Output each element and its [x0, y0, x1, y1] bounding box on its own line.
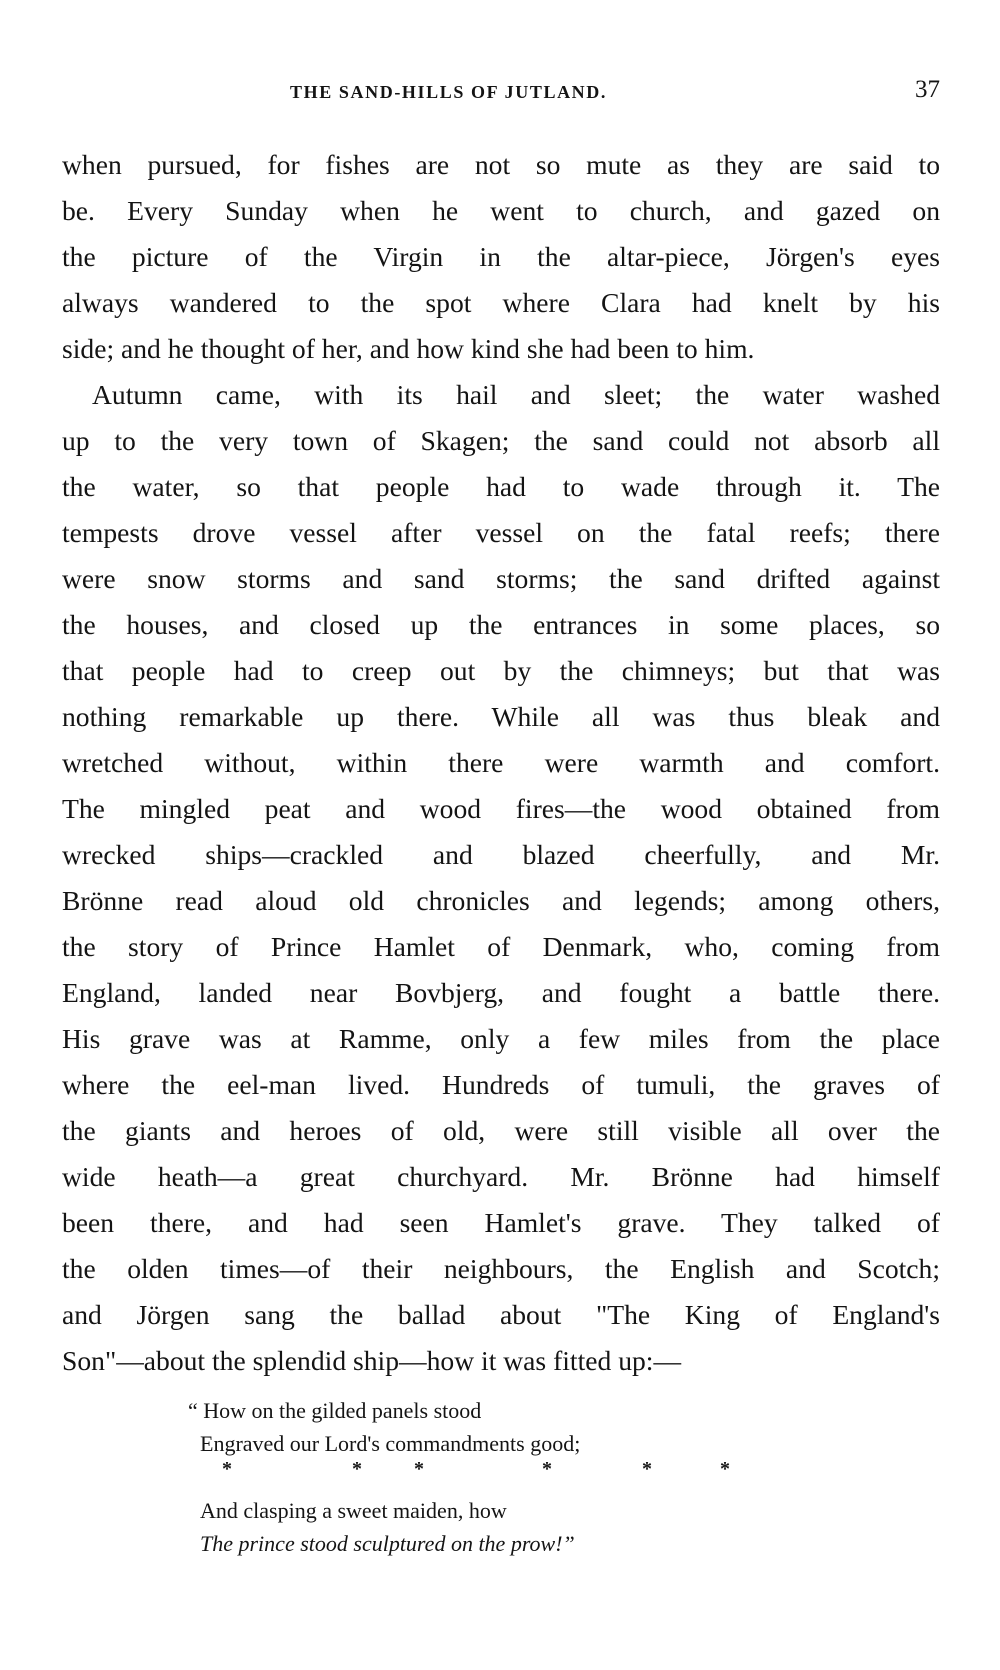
page-number: 37 — [915, 76, 940, 103]
asterisk: * — [222, 1458, 232, 1480]
text-line: be. Every Sunday when he went to church, and gazed on — [62, 195, 940, 226]
page-header — [62, 76, 940, 112]
text-line: when pursued, for fishes are not so mute as they are said to — [62, 149, 940, 180]
text-line: the houses, and closed up the entrances in some places, so — [62, 609, 940, 640]
text-line: and Jörgen sang the ballad about "The King of England's — [62, 1299, 940, 1330]
text-line: the story of Prince Hamlet of Denmark, who, coming from — [62, 931, 940, 962]
ellipsis-asterisks — [200, 1460, 760, 1494]
verse-line: And clasping a sweet maiden, how — [200, 1498, 507, 1523]
text-line: wretched without, within there were warmth and comfort. — [62, 747, 940, 778]
verse-quotation — [188, 1394, 800, 1560]
asterisk: * — [414, 1458, 424, 1480]
body-text — [62, 142, 940, 1384]
verse-line: Engraved our Lord's commandments good; — [200, 1431, 581, 1456]
text-line: tempests drove vessel after vessel on the fatal reefs; there — [62, 517, 940, 548]
text-line: The mingled peat and wood fires—the wood obtained from — [62, 793, 940, 824]
text-line: the giants and heroes of old, were still visible all over the — [62, 1115, 940, 1146]
text-line: where the eel-man lived. Hundreds of tumuli, the graves of — [62, 1069, 940, 1100]
asterisk: * — [642, 1458, 652, 1480]
verse-line: “ How on the gilded panels stood — [188, 1398, 482, 1423]
text-line: been there, and had seen Hamlet's grave. They talked of — [62, 1207, 940, 1238]
text-line: nothing remarkable up there. While all was thus bleak and — [62, 701, 940, 732]
text-line: His grave was at Ramme, only a few miles from the place — [62, 1023, 940, 1054]
text-line: wrecked ships—crackled and blazed cheerfully, and Mr. — [62, 839, 940, 870]
asterisk: * — [542, 1458, 552, 1480]
asterisk: * — [352, 1458, 362, 1480]
text-line: the water, so that people had to wade through it. The — [62, 471, 940, 502]
text-line: up to the very town of Skagen; the sand could not absorb all — [62, 425, 940, 456]
text-line: Brönne read aloud old chronicles and legends; among others, — [62, 885, 940, 916]
text-line: Autumn came, with its hail and sleet; the water washed — [92, 379, 940, 410]
text-line: England, landed near Bovbjerg, and fought a battle there. — [62, 977, 940, 1008]
verse-line: The prince stood sculptured on the prow!” — [200, 1531, 575, 1556]
text-line: the picture of the Virgin in the altar-piece, Jörgen's eyes — [62, 241, 940, 272]
running-title: THE SAND-HILLS OF JUTLAND. — [290, 82, 607, 102]
text-line: side; and he thought of her, and how kind she had been to him. — [62, 333, 755, 364]
text-line: that people had to creep out by the chimneys; but that was — [62, 655, 940, 686]
text-line: the olden times—of their neighbours, the English and Scotch; — [62, 1253, 940, 1284]
text-line: Son"—about the splendid ship—how it was fitted up:— — [62, 1345, 682, 1376]
text-line: always wandered to the spot where Clara had knelt by his — [62, 287, 940, 318]
text-line: were snow storms and sand storms; the sand drifted against — [62, 563, 940, 594]
asterisk: * — [720, 1458, 730, 1480]
text-line: wide heath—a great churchyard. Mr. Brönne had himself — [62, 1161, 940, 1192]
